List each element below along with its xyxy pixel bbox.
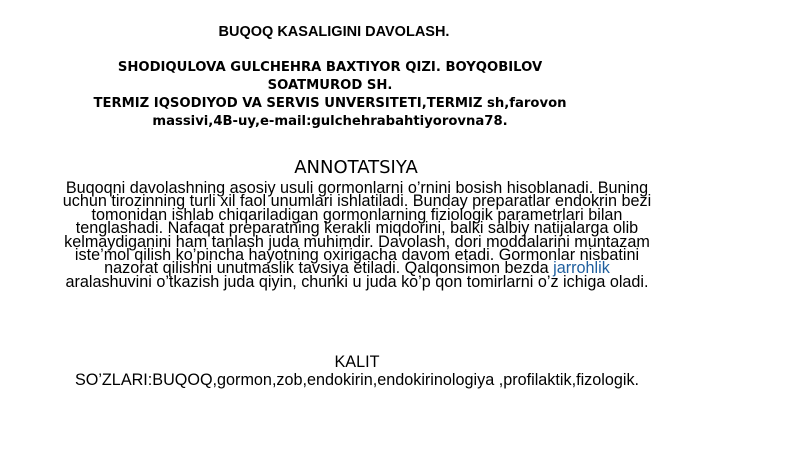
annotation-text-after-link: aralashuvini o’tkazish juda qiyin, chunki u juda ko’p qon tomirlarni o’z ichiga oladi.	[65, 272, 649, 291]
keywords-label: KALIT	[334, 353, 380, 371]
keywords-block	[60, 354, 654, 389]
annotation-link[interactable]: jarrohlik	[553, 259, 610, 278]
annotation-heading: ANNOTATSIYA	[294, 157, 418, 178]
annotation-text-before-link: Buqoqni davolashning asosiy usuli gormonlarni o’rnini bosish hisoblanadi. Buning uchun tirozinning turli xil faol unumlari ishlatiladi. Bunday preparatlar endokrin bezi tomonidan ishlab chiqariladigan gormonlarning fiziologik parametrlari bilan tenglashadi. Nafaqat preparatning kerakli miqdorini, balki salbiy natijalarga olib kelmaydiganini ham tanlash juda muhimdir. Davolash, dori moddalarini muntazam iste’mol qilish ko’pincha hayotning oxirigacha davom etadi. Gormonlar nisbatini nazorat qilishni unutmaslik tavsiya etiladi. Qalqonsimon bezda	[62, 179, 652, 278]
annotation-body	[62, 179, 652, 291]
authors-line-1: SHODIQULOVA GULCHEHRA BAXTIYOR QIZI. BOYQOBILOV	[117, 60, 543, 75]
authors-line-2: SOATMUROD SH.	[267, 78, 393, 93]
author-block	[40, 59, 620, 131]
affiliation-line-2: massivi,4B-uy,e-mail:gulchehrabahtiyorovna78.	[152, 114, 508, 129]
affiliation-line-1: TERMIZ IQSODIYOD VA SERVIS UNVERSITETI,TERMIZ sh,farovon	[93, 96, 567, 111]
document-title: BUQOQ KASALIGINI DAVOLASH.	[218, 24, 450, 40]
keywords-text: SO’ZLARI:BUQOQ,gormon,zob,endokirin,endokirinologiya ,profilaktik,fizologik.	[74, 370, 640, 389]
